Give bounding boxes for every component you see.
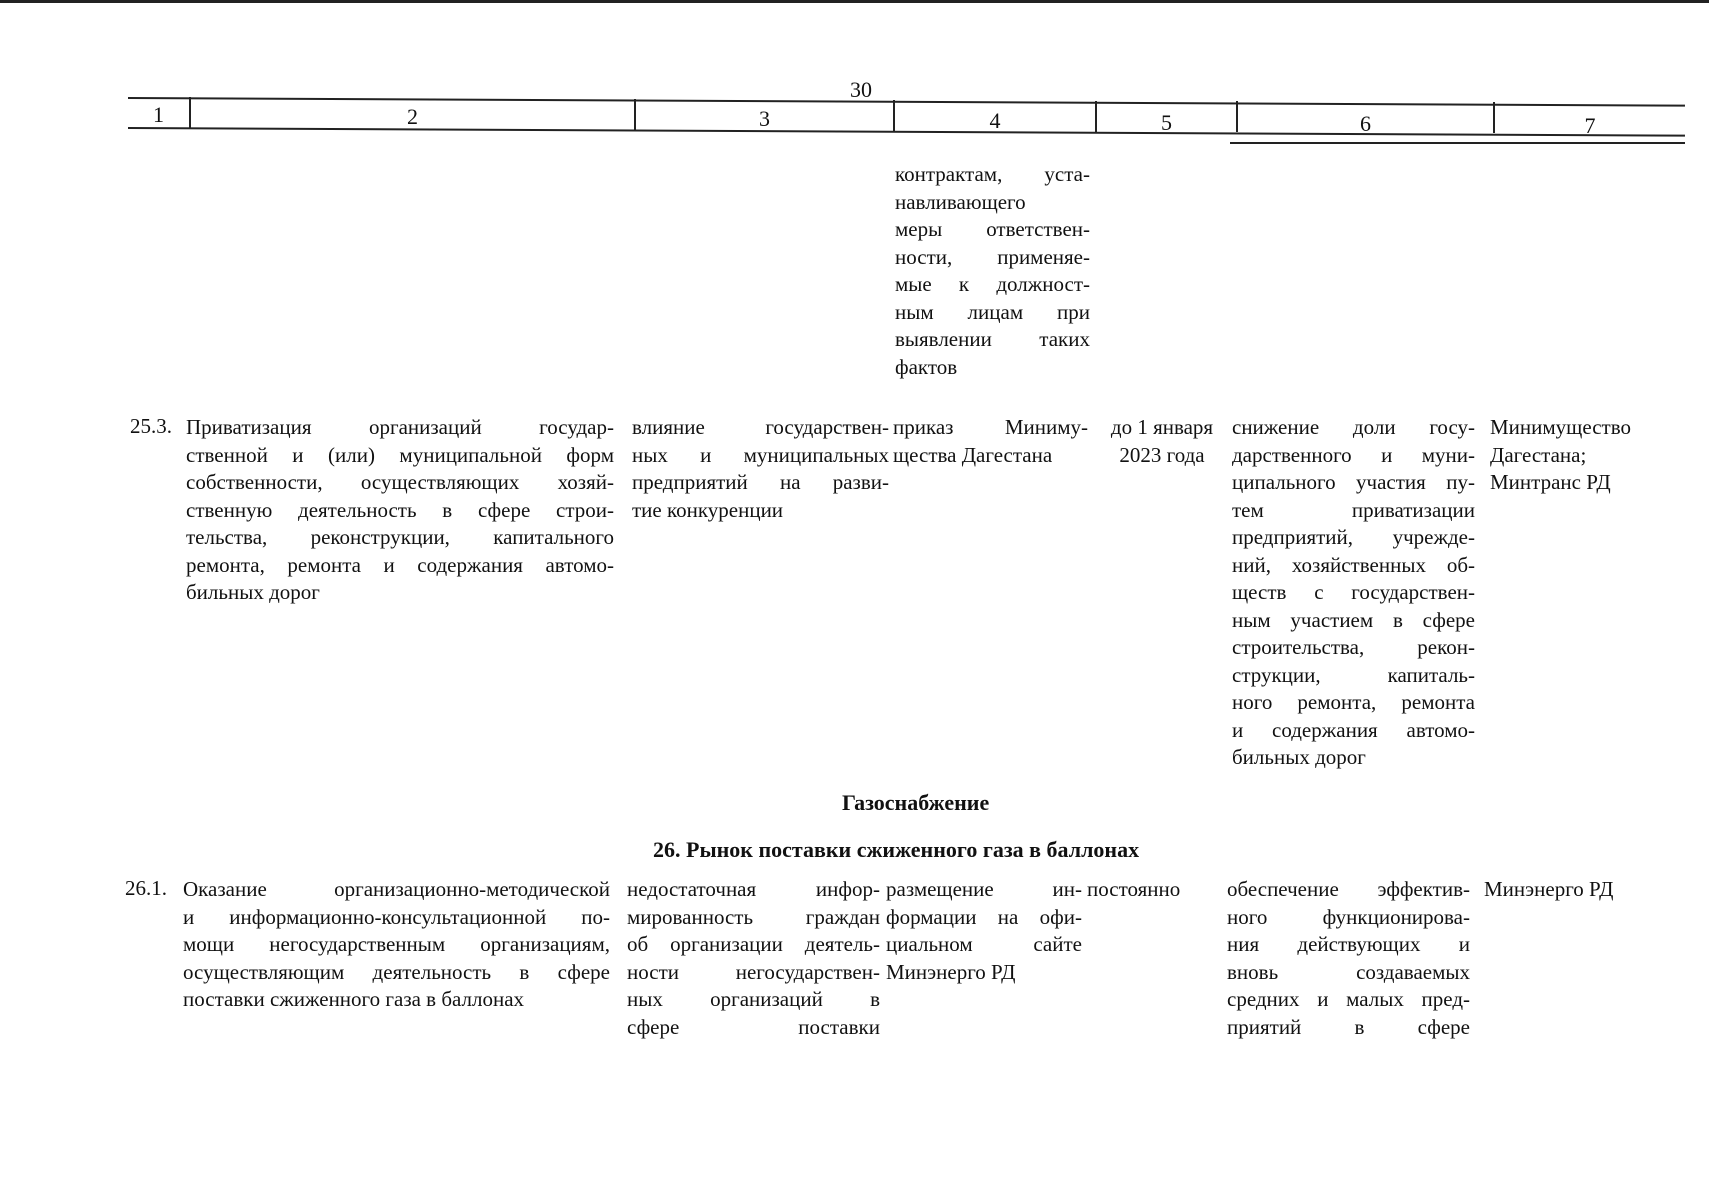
text-line: Приватизация организаций государ- [186,415,614,439]
column-number: 7 [1584,113,1596,138]
text-line: сфере поставки [627,1014,880,1039]
continuation-col4 [895,161,1090,381]
text-line: мощи негосударственным организациям, [183,932,610,956]
text-line: тельства, реконструкции, капитального [186,525,614,549]
text-line: и содержания автомо- [1232,717,1475,742]
scan-top-edge [0,0,1709,3]
row-result-cell [1227,876,1470,1041]
text-line: мые к должност- [895,272,1090,296]
text-line: Оказание организационно-методической [183,877,610,901]
text-line: щества Дагестана [893,442,1053,467]
text-line: Минэнерго РД [1484,877,1614,901]
row-problem-cell [627,876,880,1041]
text-line: выявлении таких [895,327,1090,351]
text-line: ного функционирова- [1227,904,1470,929]
text-line: тие конкуренции [632,497,784,522]
text-line: предприятий, учрежде- [1232,525,1475,549]
row-problem-cell [632,414,889,524]
text-line: строительства, рекон- [1232,635,1475,659]
column-number: 4 [989,108,1001,133]
row-document-cell [886,876,1082,986]
text-line: Минтранс РД [1490,470,1611,494]
text-line: ности, применяе- [895,244,1090,269]
text-line: и информационно-консультационной по- [183,904,610,929]
text-line: ществ с государствен- [1232,580,1475,604]
text-line: постоянно [1087,877,1181,901]
text-line: контрактам, уста- [895,162,1090,186]
column-number: 3 [759,106,770,131]
text-line: вновь создаваемых [1227,959,1470,984]
text-line: собственности, осуществляющих хозяй- [186,470,614,494]
row-measure-cell [183,876,610,1014]
text-line: Минэнерго РД [886,959,1016,984]
row-deadline-cell [1087,876,1207,904]
text-line: бильных дорог [1232,745,1366,769]
column-number: 1 [153,102,164,127]
text-line: влияние государствен- [632,415,889,439]
text-line: ципального участия пу- [1232,470,1475,494]
text-line: струкции, капиталь- [1232,662,1475,687]
row-measure-cell [186,414,614,607]
text-line: меры ответствен- [895,217,1090,241]
text-line: ных и муниципальных [632,442,889,467]
column-number: 2 [407,104,418,129]
text-line: ным лицам при [895,299,1090,324]
text-line: циальном сайте [886,932,1082,956]
text-line: об организации деятель- [627,932,880,956]
row-responsible-cell [1490,414,1680,497]
text-line: приказ Миниму- [893,415,1088,439]
column-number: 5 [1161,110,1172,135]
row-document-cell [893,414,1088,469]
text-line: ного ремонта, ремонта [1232,690,1475,714]
text-line: снижение доли госу- [1232,415,1475,439]
row-responsible-cell [1484,876,1674,904]
text-line: бильных дорог [186,580,320,604]
header-lower-rule [1230,142,1685,144]
text-line: формации на офи- [886,904,1082,929]
text-line: ности негосударствен- [627,959,880,984]
text-line: 2023 года [1119,442,1205,467]
text-line: размещение ин- [886,877,1082,901]
text-line: осуществляющим деятельность в сфере [183,959,610,984]
row-number: 25.3. [130,414,172,438]
text-line: ремонта, ремонта и содержания автомо- [186,552,614,577]
text-line: предприятий на разви- [632,470,889,494]
row-result-cell [1232,414,1475,772]
text-line: Минимущество [1490,415,1631,439]
text-line: ний, хозяйственных об- [1232,552,1475,577]
text-line: навливающего [895,189,1026,214]
text-line: мированность граждан [627,904,880,929]
text-line: фактов [895,354,958,379]
text-line: ственной и (или) муниципальной форм [186,442,614,467]
text-line: тем приватизации [1232,497,1475,522]
text-line: ных организаций в [627,987,880,1011]
section-heading: Газоснабжение [842,790,990,815]
text-line: ственную деятельность в сфере строи- [186,497,614,522]
text-line: ния действующих и [1227,932,1470,956]
column-number: 6 [1360,111,1371,136]
text-line: средних и малых пред- [1227,987,1470,1011]
row-deadline-cell [1100,414,1224,469]
text-line: приятий в сфере [1227,1014,1470,1039]
row-number: 26.1. [125,876,167,900]
page-number: 30 [850,77,872,102]
subsection-heading: 26. Рынок поставки сжиженного газа в баллонах [653,837,1140,862]
text-line: обеспечение эффектив- [1227,877,1470,901]
text-line: ным участием в сфере [1232,607,1475,632]
text-line: дарственного и муни- [1232,442,1475,467]
text-line: до 1 января [1110,415,1214,439]
text-line: поставки сжиженного газа в баллонах [183,987,525,1011]
text-line: Дагестана; [1490,442,1587,467]
text-line: недостаточная инфор- [627,877,880,901]
